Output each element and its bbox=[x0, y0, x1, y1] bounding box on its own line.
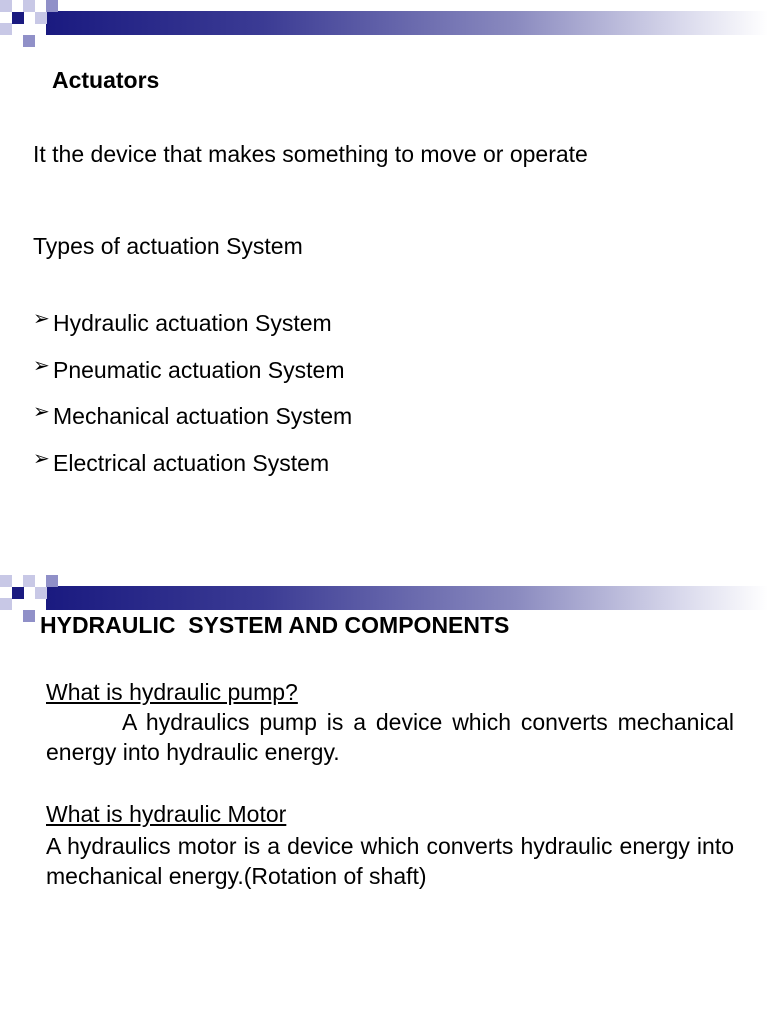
arrow-bullet-icon: ➢ bbox=[33, 308, 50, 330]
motor-description: A hydraulics motor is a device which converts hydraulic energy into mechanical energy.(Rotation of shaft) bbox=[46, 833, 734, 889]
header-square bbox=[0, 0, 12, 12]
header-square bbox=[35, 12, 47, 24]
pump-description bbox=[46, 707, 734, 767]
header-gradient-bar bbox=[46, 586, 768, 610]
pump-description-text: A hydraulics pump is a device which converts mechanical energy into hydraulic energy. bbox=[46, 709, 734, 765]
list-item bbox=[33, 308, 352, 355]
actuation-types-list bbox=[33, 308, 352, 494]
header-square bbox=[23, 575, 35, 587]
arrow-bullet-icon: ➢ bbox=[33, 447, 50, 470]
definition-text: It the device that makes something to move or operate bbox=[33, 141, 588, 167]
pump-heading: What is hydraulic pump? bbox=[46, 679, 298, 705]
list-item bbox=[33, 401, 352, 448]
header-square bbox=[12, 587, 24, 599]
header-square bbox=[0, 575, 12, 587]
header-gradient-bar bbox=[46, 11, 768, 35]
header-square bbox=[46, 575, 58, 587]
header-square bbox=[35, 587, 47, 599]
arrow-bullet-icon: ➢ bbox=[33, 354, 50, 377]
slide-title: Actuators bbox=[52, 67, 160, 93]
list-item-label: Mechanical actuation System bbox=[53, 403, 353, 429]
list-item-label: Pneumatic actuation System bbox=[53, 356, 345, 383]
header-square bbox=[0, 23, 12, 35]
types-heading: Types of actuation System bbox=[33, 233, 303, 259]
slide-hydraulic-system bbox=[0, 575, 768, 1024]
list-item bbox=[33, 448, 352, 495]
list-item-label: Hydraulic actuation System bbox=[53, 310, 332, 336]
header-square bbox=[23, 35, 35, 47]
header-square bbox=[0, 598, 12, 610]
motor-heading: What is hydraulic Motor bbox=[46, 801, 287, 827]
header-square bbox=[46, 0, 58, 12]
header-square bbox=[23, 610, 35, 622]
header-square bbox=[23, 0, 35, 12]
slide-title: HYDRAULIC SYSTEM AND COMPONENTS bbox=[40, 612, 510, 638]
arrow-bullet-icon: ➢ bbox=[33, 401, 50, 423]
header-decoration bbox=[0, 0, 768, 46]
list-item bbox=[33, 355, 352, 402]
header-square bbox=[12, 12, 24, 24]
list-item-label: Electrical actuation System bbox=[53, 449, 330, 476]
